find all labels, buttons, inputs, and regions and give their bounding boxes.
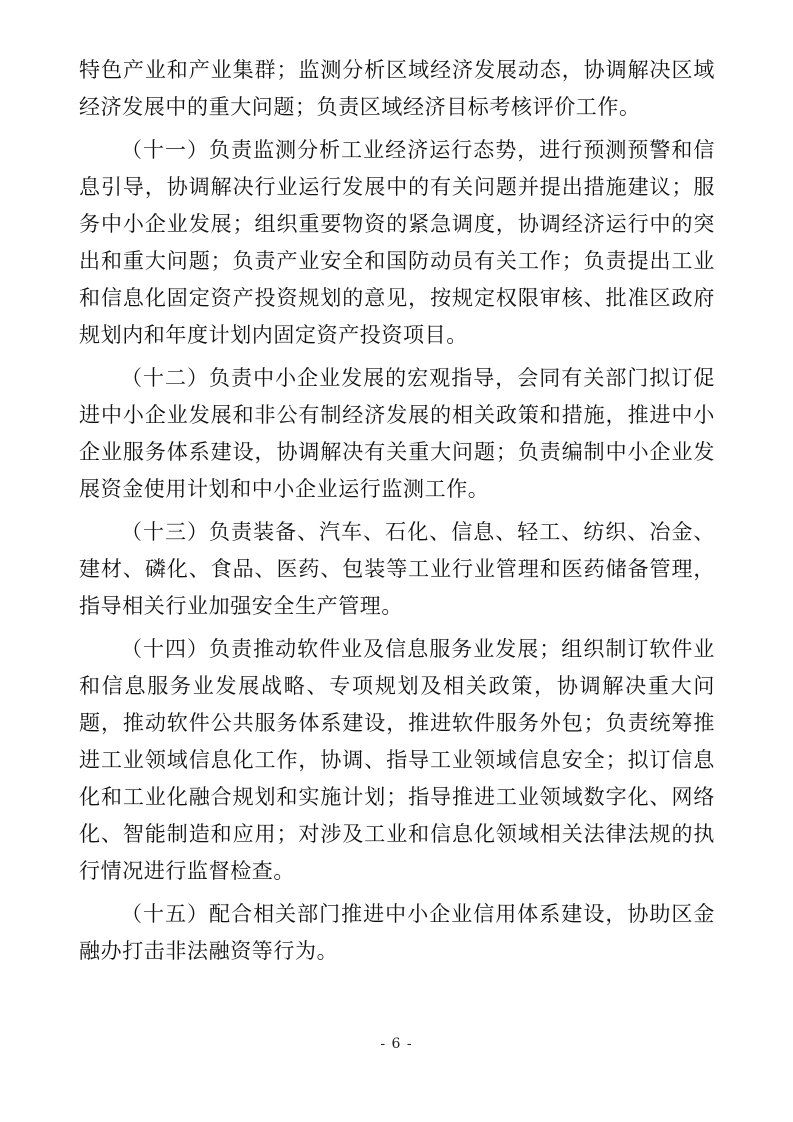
document-body xyxy=(79,52,715,970)
paragraph-item-12: （十二）负责中小企业发展的宏观指导，会同有关部门拟订促进中小企业发展和非公有制经济发展的相关政策和措施，推进中小企业服务体系建设，协调解决有关重大问题；负责编制中小企业发展资金使用计划和中小企业运行监测工作。 xyxy=(79,366,715,501)
paragraph-continuation: 特色产业和产业集群；监测分析区域经济发展动态，协调解决区域经济发展中的重大问题；负责区域经济目标考核评价工作。 xyxy=(79,58,715,119)
page-number: - 6 - xyxy=(380,1036,413,1052)
paragraph-item-11: （十一）负责监测分析工业经济运行态势，进行预测预警和信息引导，协调解决行业运行发展中的有关问题并提出措施建议；服务中小企业发展；组织重要物资的紧急调度，协调经济运行中的突出和重大问题；负责产业安全和国防动员有关工作；负责提出工业和信息化固定资产投资规划的意见，按规定权限审核、批准区政府规划内和年度计划内固定资产投资项目。 xyxy=(79,138,715,347)
paragraph-item-13: （十三）负责装备、汽车、石化、信息、轻工、纺织、冶金、建材、磷化、食品、医药、包装等工业行业管理和医药储备管理，指导相关行业加强安全生产管理。 xyxy=(79,520,715,618)
paragraph-item-15: （十五）配合相关部门推进中小企业信用体系建设，协助区金融办打击非法融资等行为。 xyxy=(79,902,715,963)
paragraph-item-14: （十四）负责推动软件业及信息服务业发展；组织制订软件业和信息服务业发展战略、专项规划及相关政策，协调解决重大问题，推动软件公共服务体系建设，推进软件服务外包；负责统筹推进工业领域信息化工作，协调、指导工业领域信息安全；拟订信息化和工业化融合规划和实施计划；指导推进工业领域数字化、网络化、智能制造和应用；对涉及工业和信息化领域相关法律法规的执行情况进行监督检查。 xyxy=(79,637,715,883)
